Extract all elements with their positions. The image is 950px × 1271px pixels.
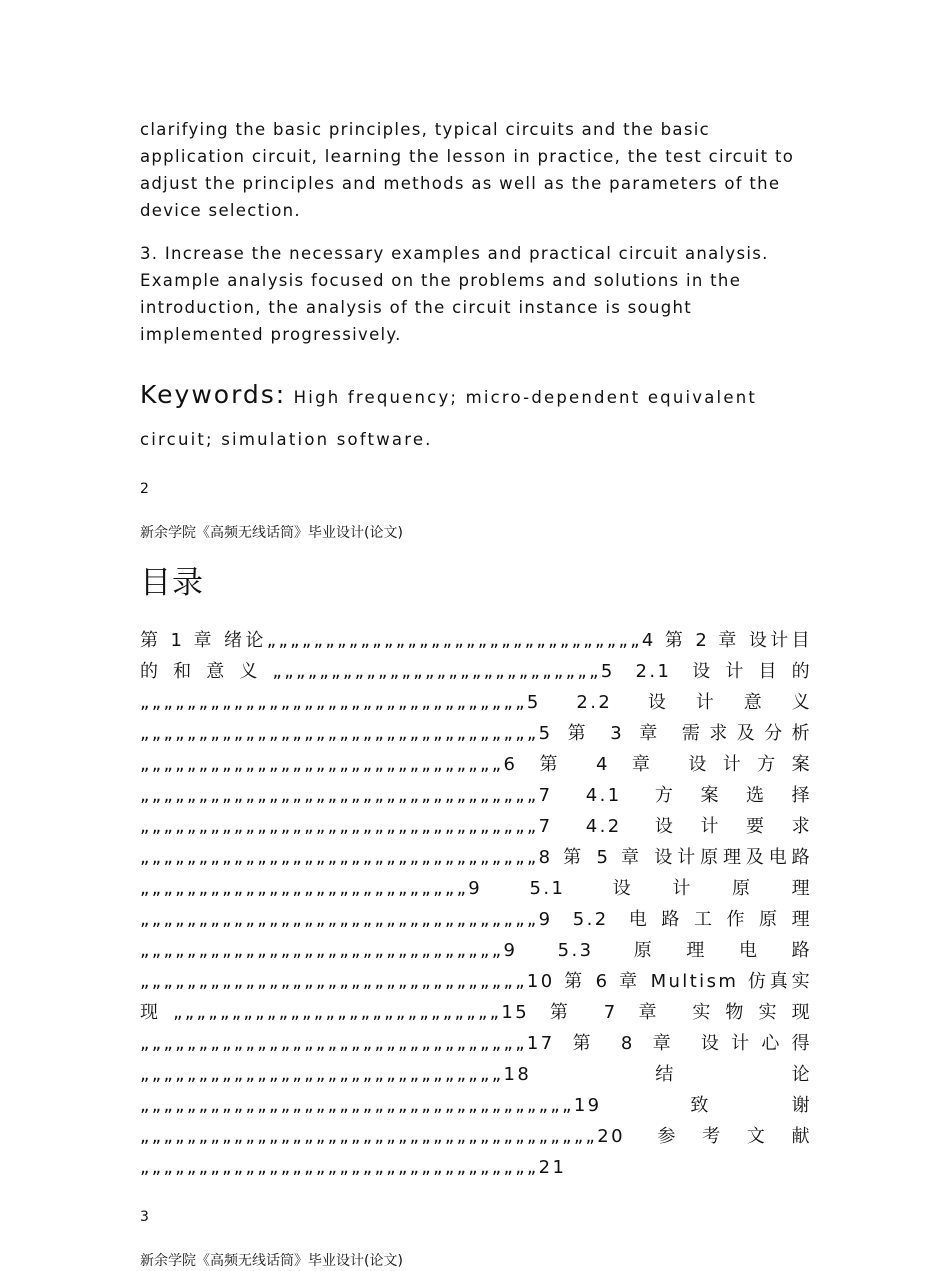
body-paragraph: 3. Increase the necessary examples and practical circuit analysis. Example analysis focused on the problems and solutions in the introduction, the analysis of the circuit instance is sought implemented progressively.: [140, 244, 769, 344]
body-paragraph: clarifying the basic principles, typical circuits and the basic application circuit, learning the lesson in practice, the test circuit to adjust the principles and methods as well as the parameters of the device selection.: [140, 120, 795, 220]
page-number: 3: [140, 1209, 149, 1225]
table-of-contents: 第 1 章 绪论„„„„„„„„„„„„„„„„„„„„„„„„„„„„„„„„4 第 2 章 设计目的和意义„„„„„„„„„„„„„„„„„„„„„„„„„„„„5 2.1 设计目的„„„„„„„„„„„„„„„„„„„„„„„„„„„„„„„„„5 2.2 设计意义„„„„„„„„„„„„„„„„„„„„„„„„„„„„„„„„„„5 第 3 章 需求及分析„„„„„„„„„„„„„„„„„„„„„„„„„„„„„„„6 第 4 章 设计方案„„„„„„„„„„„„„„„„„„„„„„„„„„„„„„„„„„7 4.1 方案选择 „„„„„„„„„„„„„„„„„„„„„„„„„„„„„„„„„„7 4.2 设计要求„„„„„„„„„„„„„„„„„„„„„„„„„„„„„„„„„„8 第 5 章 设计原理及电路„„„„„„„„„„„„„„„„„„„„„„„„„„„„9 5.1 设计原理„„„„„„„„„„„„„„„„„„„„„„„„„„„„„„„„„„9 5.2 电路工作原理„„„„„„„„„„„„„„„„„„„„„„„„„„„„„„„9 5.3 原理电路„„„„„„„„„„„„„„„„„„„„„„„„„„„„„„„„„10 第 6 章 Multism 仿真实现„„„„„„„„„„„„„„„„„„„„„„„„„„„„15 第 7 章 实物实现„„„„„„„„„„„„„„„„„„„„„„„„„„„„„„„„„17 第 8 章 设计心得„„„„„„„„„„„„„„„„„„„„„„„„„„„„„„„18 结论„„„„„„„„„„„„„„„„„„„„„„„„„„„„„„„„„„„„„19 致谢„„„„„„„„„„„„„„„„„„„„„„„„„„„„„„„„„„„„„„„20 参考文献„„„„„„„„„„„„„„„„„„„„„„„„„„„„„„„„„„21: [140, 630, 812, 1178]
keywords-text: High frequency; micro-dependent equivalent circuit; simulation software.: [140, 388, 758, 449]
page-number: 2: [140, 481, 149, 497]
running-header: 新余学院《高频无线话筒》毕业设计(论文): [140, 1253, 403, 1269]
keywords-line: [140, 374, 812, 461]
document-page: [140, 116, 812, 1271]
toc-title: 目录: [140, 565, 204, 601]
keywords-label: Keywords:: [140, 380, 287, 409]
running-header: 新余学院《高频无线话筒》毕业设计(论文): [140, 525, 403, 541]
